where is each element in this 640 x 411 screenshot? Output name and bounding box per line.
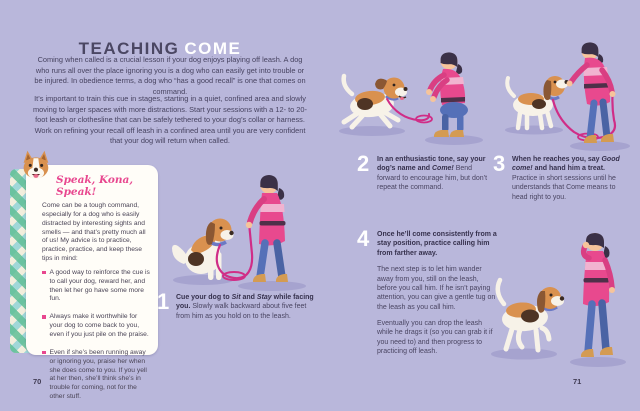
tip-bullet-1: A good way to reinforce the cue is to call your dog, reward her, and then let her go have some more fun. <box>49 268 150 303</box>
intro-paragraph-2: It’s important to train this cue in stages, starting in a quiet, confined area and slowly moving to larger spaces with more distractions. Start your sessions with a 12- to 20-foot leash or clothesline that can be safely tethered to your dog’s collar or harness. Work on refining your recall off leash in a confined area until you are very confident that your dog will return when called. <box>33 94 307 146</box>
step-1-italic-stay: Stay <box>256 294 272 301</box>
illustration-step3-treat-reward <box>498 12 640 156</box>
title-accent: COME <box>184 39 242 59</box>
step-number-2: 2 <box>357 151 370 176</box>
list-item <box>42 349 150 407</box>
step-number-3: 3 <box>493 151 506 176</box>
step-1-bold: while facing you. <box>176 294 314 311</box>
illustration-step2-come-running <box>330 18 500 156</box>
trainer-calling <box>581 233 615 357</box>
step-4-paragraph-3: Eventually you can drop the leash while he drags it (so you can grab it if you need to) and then progress to practicing off leash. <box>377 320 493 356</box>
page-number-left: 70 <box>33 377 42 386</box>
beagle-sitting <box>172 219 234 281</box>
shadow <box>339 126 405 136</box>
beagle-standing <box>507 76 568 128</box>
shadow <box>570 141 630 151</box>
step-1-italic-sit: Sit <box>231 294 241 301</box>
list-item <box>42 313 150 345</box>
step-1-regular: Slowly walk backward about five feet from him as you hold on to the leash. <box>176 303 307 320</box>
tip-list <box>42 269 150 407</box>
shadow <box>491 349 557 360</box>
beagle-trotting <box>498 280 564 350</box>
step-2-bold: In an enthusiastic tone, say your dog’s name and <box>377 156 486 173</box>
tip-box-intro: Come can be a tough command, especially for a dog who is easily distracted by interesting sights and smells — and that’s pretty much all of us! My advice is to practice, practice, practice, and keep these tips in mind: <box>42 202 146 263</box>
step-2-italic-come: Come! <box>431 165 454 173</box>
step-2-text <box>377 155 490 193</box>
step-3-regular: Practice in short sessions until he understands that Come means to head right to you. <box>512 174 616 201</box>
bullet-square-icon <box>42 351 46 355</box>
tip-bullet-2: Always make it worthwhile for your dog to come back to you, even if you just pile on the praise. <box>49 313 149 338</box>
step-3-text <box>512 155 631 202</box>
step-1-bold: and <box>240 294 257 301</box>
shadow <box>570 357 626 367</box>
shadow <box>505 126 563 135</box>
intro-paragraph-1: Coming when called is a crucial lesson if your dog enjoys playing off leash. A dog who runs all over the place ignoring you is a dog who can easily get into trouble or be injured. In obedience terms, a dog who “has a good recall” is one that comes on command. <box>34 55 306 96</box>
beagle-running <box>344 76 408 127</box>
trainer-bending-with-treat <box>567 42 616 143</box>
corgi-head-icon <box>16 148 54 180</box>
illustration-step4-calling-off-leash <box>478 212 640 374</box>
step-3-bold: When he reaches you, say <box>512 156 602 163</box>
step-number-1: 1 <box>157 289 170 314</box>
title-main: TEACHING <box>78 39 180 59</box>
step-number-4: 4 <box>357 226 370 251</box>
step-3-bold: and hand him a treat. <box>532 165 605 173</box>
step-3-italic-good-come: Good come! <box>512 156 620 173</box>
step-4-bold: Once he’ll come consistently from a stay position, practice calling him from farther away. <box>377 231 497 257</box>
bullet-square-icon <box>42 315 46 319</box>
page-number-right: 71 <box>573 377 582 386</box>
shadow <box>238 281 306 291</box>
illustration-step1-sit-stay <box>158 148 320 296</box>
tip-box-title: Speak, Kona, Speak! <box>56 174 133 198</box>
step-1-bold: Cue your dog to <box>176 294 232 301</box>
bullet-square-icon <box>42 271 46 275</box>
list-item <box>42 269 150 309</box>
tip-bullet-3: Even if she’s been running away or ignoring you, praise her when she does come to you. If you yell at her then, she’ll think she’s in trouble for coming, not for the other stuff. <box>49 348 147 401</box>
step-1-text <box>176 293 314 321</box>
step-2-regular: Bend forward to encourage him, but don’t repeat the command. <box>377 165 488 192</box>
trainer-crouching <box>426 52 468 137</box>
step-4-paragraph-2: The next step is to let him wander away from you, still on the leash, before you call him. If he isn’t paying attention, you can give a gentle tug on the leash as you call him. <box>377 266 496 311</box>
